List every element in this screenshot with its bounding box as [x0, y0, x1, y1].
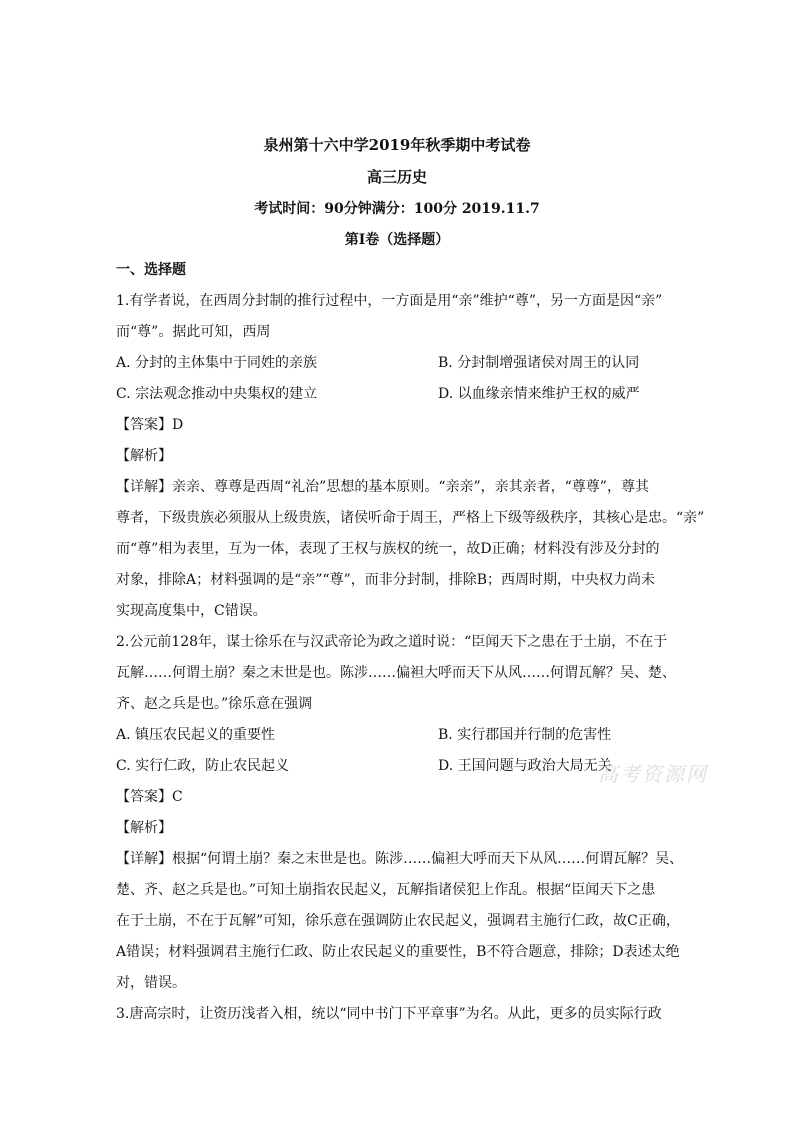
- q2-stem-line: 齐、赵之兵是也。”徐乐意在强调: [116, 696, 313, 712]
- exam-title: 泉州第十六中学2019年秋季期中考试卷: [263, 136, 531, 154]
- q2-stem-line: 瓦解……何谓土崩？秦之末世是也。陈涉……偏袒大呼而天下从风……何谓瓦解？吴、楚、: [116, 665, 676, 681]
- q2-detail-line: 对，错误。: [116, 975, 186, 991]
- q2-option-a: A. 镇压农民起义的重要性: [116, 727, 276, 743]
- q2-option-c: C. 实行仁政，防止农民起义: [116, 758, 290, 774]
- q2-detail-line: 楚、齐、赵之兵是也。”可知土崩指农民起义，瓦解指诸侯犯上作乱。根据“臣闻天下之患: [116, 882, 656, 898]
- q1-answer: 【答案】D: [116, 417, 184, 433]
- q1-option-b: B. 分封制增强诸侯对周王的认同: [438, 355, 640, 371]
- q2-option-b: B. 实行郡国并行制的危害性: [438, 727, 612, 743]
- exam-subject: 高三历史: [366, 168, 427, 186]
- q1-stem-line: 1.有学者说，在西周分封制的推行过程中，一方面是用“亲”维护“尊”，另一方面是因“亲”: [116, 293, 663, 309]
- q1-option-c: C. 宗法观念推动中央集权的建立: [116, 386, 318, 402]
- exam-meta: 考试时间：90分钟满分：100分 2019.11.7: [254, 201, 540, 217]
- q1-stem-line: 而“尊”。据此可知，西周: [116, 324, 271, 340]
- section-heading: 一、选择题: [116, 262, 186, 278]
- q1-detail-line: 实现高度集中，C错误。: [116, 603, 267, 619]
- q2-detail-line: A错误；材料强调君主施行仁政、防止农民起义的重要性，B不符合题意，排除；D表述太绝: [116, 944, 680, 960]
- q1-detail-line: 对象，排除A；材料强调的是“亲”“尊”，而非分封制，排除B；西周时期，中央权力尚未: [116, 572, 656, 588]
- q3-stem-line: 3.唐高宗时，让资历浅者入相，统以“同中书门下平章事”为名。从此，更多的员实际行政: [116, 1006, 662, 1022]
- q2-analysis-label: 【解析】: [116, 820, 172, 836]
- q1-analysis-label: 【解析】: [116, 448, 172, 464]
- q2-stem-line: 2.公元前128年，谋士徐乐在与汉武帝论为政之道时说：“臣闻天下之患在于土崩，不在于: [116, 634, 668, 650]
- q1-option-a: A. 分封的主体集中于同姓的亲族: [116, 355, 318, 371]
- q2-detail-line: 【详解】根据“何谓土崩？秦之末世是也。陈涉……偏袒大呼而天下从风……何谓瓦解？吴、: [116, 851, 684, 867]
- exam-part: 第Ⅰ卷（选择题）: [344, 232, 450, 248]
- q1-detail-line: 【详解】亲亲、尊尊是西周“礼治”思想的基本原则。“亲亲”，亲其亲者，“尊尊”，尊其: [116, 479, 649, 495]
- q2-answer: 【答案】C: [116, 789, 183, 805]
- q1-detail-line: 尊者，下级贵族必须服从上级贵族，诸侯听命于周王，严格上下级等级秩序，其核心是忠。“亲”: [116, 510, 705, 526]
- q1-option-d: D. 以血缘亲情来维护王权的威严: [438, 386, 640, 402]
- q2-detail-line: 在于土崩，不在于瓦解”可知，徐乐意在强调防止农民起义，强调君主施行仁政，故C正确，: [116, 913, 680, 929]
- q2-option-d: D. 王国问题与政治大局无关: [438, 758, 612, 774]
- watermark: 高考资源网: [598, 762, 708, 786]
- q1-detail-line: 而“尊”相为表里，互为一体，表现了王权与族权的统一，故D正确；材料没有涉及分封的: [116, 541, 660, 557]
